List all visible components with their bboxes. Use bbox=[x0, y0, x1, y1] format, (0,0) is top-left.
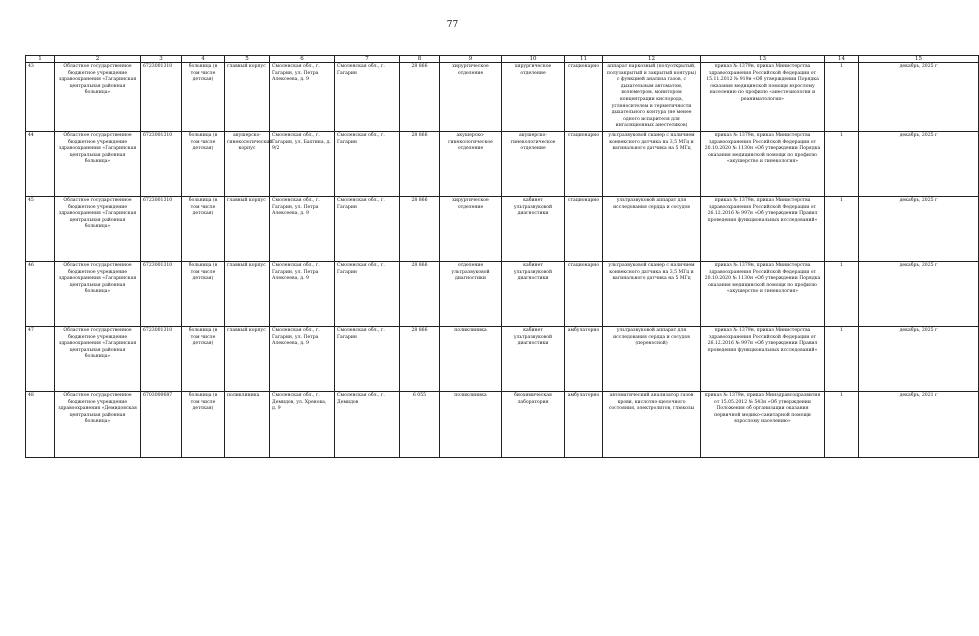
legal-basis-cell: приказ № 1379н, приказ Министерства здравоохранения Российской Федерации от 26.12.2016 № 997н «Об утверждении Правил проведения функциональных исследований» bbox=[701, 326, 825, 391]
unit-cell: биохимическая лаборатория bbox=[502, 391, 565, 457]
locality-cell: Смоленская обл., г. Гагарин bbox=[335, 196, 400, 261]
column-number-header: 6 bbox=[270, 56, 335, 63]
unit-cell: хирургическое отделение bbox=[502, 63, 565, 132]
quantity-cell: 1 bbox=[825, 63, 859, 132]
address-cell: Смоленская обл., г. Демидов, ул. Хренова, д. 9 bbox=[270, 391, 335, 457]
unit-cell: акушерско-гинекологическое отделение bbox=[502, 131, 565, 196]
column-number-header: 7 bbox=[335, 56, 400, 63]
care-mode-cell: амбулаторно bbox=[565, 326, 603, 391]
address-cell: Смоленская обл., г. Гагарин, ул. Петра Алексеева, д. 9 bbox=[270, 63, 335, 132]
legal-basis-cell: приказ № 1379н, приказ Министерства здравоохранения Российской Федерации от 20.10.2020 № 1130н «Об утверждении Порядка оказания медицинской помощи по профилю «акушерство и гинекология» bbox=[701, 131, 825, 196]
address-cell: Смоленская обл., г. Гагарин, ул. Бахтина, д. 9/2 bbox=[270, 131, 335, 196]
table-row bbox=[26, 131, 979, 196]
inn-cell: 6723001310 bbox=[141, 326, 182, 391]
department-cell: хирургическое отделение bbox=[440, 63, 502, 132]
row-number-cell: 46 bbox=[26, 261, 55, 326]
facility-type-cell: больница (в том числе детская) bbox=[182, 391, 225, 457]
column-number-header: 15 bbox=[859, 56, 979, 63]
facility-type-cell: больница (в том числе детская) bbox=[182, 131, 225, 196]
quantity-cell: 1 bbox=[825, 131, 859, 196]
inn-cell: 6723001310 bbox=[141, 196, 182, 261]
organization-cell: Областное государственное бюджетное учреждение здравоохранения «Гагаринская центральная районная больница» bbox=[55, 326, 141, 391]
column-number-header: 2 bbox=[55, 56, 141, 63]
deadline-cell: декабрь, 2025 г bbox=[859, 196, 979, 261]
row-number-cell: 44 bbox=[26, 131, 55, 196]
care-mode-cell: стационарно bbox=[565, 196, 603, 261]
deadline-cell: декабрь, 2021 г bbox=[859, 391, 979, 457]
equipment-cell: аппарат наркозный (полуоткрытый, полузакрытый и закрытый контуры) с функцией анализа газов, с дыхательным автоматом, волюметром, монитором концентрации кислорода, угленосителем и герметичности дыхательного контура (не менее одного испарителя для ингаляционных анестетиков) bbox=[603, 63, 701, 132]
code-cell: 6 055 bbox=[400, 391, 440, 457]
unit-cell: кабинет ультразвуковой диагностики bbox=[502, 196, 565, 261]
department-cell: акушерско-гинекологическое отделение bbox=[440, 131, 502, 196]
legal-basis-cell: приказ № 1379н, приказ Минздравсоцразвития от 15.05.2012 № 543н «Об утверждении Положения об организации оказания первичной медико-санитарной помощи взрослому населению» bbox=[701, 391, 825, 457]
column-number-header: 13 bbox=[701, 56, 825, 63]
building-cell: главный корпус bbox=[225, 196, 270, 261]
code-cell: 28 866 bbox=[400, 326, 440, 391]
legal-basis-cell: приказ № 1379н, приказ Министерства здравоохранения Российской Федерации от 20.10.2020 № 1130н «Об утверждении Порядка оказания медицинской помощи по профилю «акушерство и гинекология» bbox=[701, 261, 825, 326]
column-number-header: 5 bbox=[225, 56, 270, 63]
locality-cell: Смоленская обл., г. Демидов bbox=[335, 391, 400, 457]
organization-cell: Областное государственное бюджетное учреждение здравоохранения «Гагаринская центральная районная больница» bbox=[55, 63, 141, 132]
column-number-header: 10 bbox=[502, 56, 565, 63]
building-cell: акушерско-гинекологический корпус bbox=[225, 131, 270, 196]
row-number-cell: 43 bbox=[26, 63, 55, 132]
building-cell: главный корпус bbox=[225, 326, 270, 391]
organization-cell: Областное государственное бюджетное учреждение здравоохранения «Гагаринская центральная районная больница» bbox=[55, 131, 141, 196]
organization-cell: Областное государственное бюджетное учреждение здравоохранения «Гагаринская центральная районная больница» bbox=[55, 261, 141, 326]
quantity-cell: 1 bbox=[825, 196, 859, 261]
code-cell: 28 866 bbox=[400, 131, 440, 196]
department-cell: отделение ультразвуковой диагностики bbox=[440, 261, 502, 326]
facility-type-cell: больница (в том числе детская) bbox=[182, 196, 225, 261]
unit-cell: кабинет ультразвуковой диагностики bbox=[502, 261, 565, 326]
quantity-cell: 1 bbox=[825, 391, 859, 457]
equipment-register-table bbox=[25, 55, 979, 458]
row-number-cell: 47 bbox=[26, 326, 55, 391]
locality-cell: Смоленская обл., г. Гагарин bbox=[335, 63, 400, 132]
inn-cell: 6723001310 bbox=[141, 261, 182, 326]
care-mode-cell: стационарно bbox=[565, 261, 603, 326]
inn-cell: 6723001310 bbox=[141, 131, 182, 196]
table-header-row bbox=[26, 56, 979, 63]
table-row bbox=[26, 63, 979, 132]
page-number: 77 bbox=[446, 20, 459, 30]
address-cell: Смоленская обл., г. Гагарин, ул. Петра Алексеева, д. 9 bbox=[270, 196, 335, 261]
column-number-header: 14 bbox=[825, 56, 859, 63]
equipment-cell: ультразвуковой аппарат для исследования сердца и сосудов bbox=[603, 196, 701, 261]
department-cell: поликлиника bbox=[440, 391, 502, 457]
deadline-cell: декабрь, 2025 г bbox=[859, 63, 979, 132]
locality-cell: Смоленская обл., г. Гагарин bbox=[335, 131, 400, 196]
code-cell: 28 866 bbox=[400, 196, 440, 261]
column-number-header: 1 bbox=[26, 56, 55, 63]
code-cell: 28 866 bbox=[400, 63, 440, 132]
organization-cell: Областное государственное бюджетное учреждение здравоохранения «Гагаринская центральная районная больница» bbox=[55, 196, 141, 261]
locality-cell: Смоленская обл., г. Гагарин bbox=[335, 261, 400, 326]
department-cell: хирургическое отделение bbox=[440, 196, 502, 261]
column-number-header: 8 bbox=[400, 56, 440, 63]
legal-basis-cell: приказ № 1379н, приказ Министерства здравоохранения Российской Федерации от 26.12.2016 № 997н «Об утверждении Правил проведения функциональных исследований» bbox=[701, 196, 825, 261]
facility-type-cell: больница (в том числе детская) bbox=[182, 63, 225, 132]
care-mode-cell: амбулаторно bbox=[565, 391, 603, 457]
legal-basis-cell: приказ № 1379н, приказ Министерства здравоохранения Российской Федерации от 15.11.2012 № 919н «Об утверждении Порядка оказания медицинской помощи взрослому населению по профилю «анестезиология и реаниматология» bbox=[701, 63, 825, 132]
deadline-cell: декабрь, 2025 г bbox=[859, 326, 979, 391]
code-cell: 28 866 bbox=[400, 261, 440, 326]
table-row bbox=[26, 261, 979, 326]
row-number-cell: 48 bbox=[26, 391, 55, 457]
table-row bbox=[26, 196, 979, 261]
building-cell: главный корпус bbox=[225, 63, 270, 132]
deadline-cell: декабрь, 2025 г bbox=[859, 131, 979, 196]
address-cell: Смоленская обл., г. Гагарин, ул. Петра Алексеева, д. 9 bbox=[270, 261, 335, 326]
quantity-cell: 1 bbox=[825, 261, 859, 326]
row-number-cell: 45 bbox=[26, 196, 55, 261]
care-mode-cell: стационарно bbox=[565, 131, 603, 196]
building-cell: поликлиника bbox=[225, 391, 270, 457]
locality-cell: Смоленская обл., г. Гагарин bbox=[335, 326, 400, 391]
inn-cell: 6703000687 bbox=[141, 391, 182, 457]
deadline-cell: декабрь, 2025 г bbox=[859, 261, 979, 326]
care-mode-cell: стационарно bbox=[565, 63, 603, 132]
facility-type-cell: больница (в том числе детская) bbox=[182, 326, 225, 391]
column-number-header: 11 bbox=[565, 56, 603, 63]
address-cell: Смоленская обл., г. Гагарин, ул. Петра Алексеева, д. 9 bbox=[270, 326, 335, 391]
equipment-cell: ультразвуковой сканер с наличием конвексного датчика на 3,5 МГц и вагинального датчика на 5 МГц bbox=[603, 261, 701, 326]
column-number-header: 12 bbox=[603, 56, 701, 63]
unit-cell: кабинет ультразвуковой диагностики bbox=[502, 326, 565, 391]
department-cell: поликлиника bbox=[440, 326, 502, 391]
facility-type-cell: больница (в том числе детская) bbox=[182, 261, 225, 326]
table-row bbox=[26, 391, 979, 457]
table-row bbox=[26, 326, 979, 391]
column-number-header: 4 bbox=[182, 56, 225, 63]
quantity-cell: 1 bbox=[825, 326, 859, 391]
equipment-cell: ультразвуковой сканер с наличием конвексного датчика на 3,5 МГц и вагинального датчика на 5 МГц bbox=[603, 131, 701, 196]
equipment-cell: ультразвуковой аппарат для исследования сердца и сосудов (переносной) bbox=[603, 326, 701, 391]
equipment-cell: автоматический анализатор газов крови, кислотно-щелочного состояния, электролитов, глюкозы bbox=[603, 391, 701, 457]
column-number-header: 9 bbox=[440, 56, 502, 63]
organization-cell: Областное государственное бюджетное учреждение здравоохранения «Демидовская центральная районная больница» bbox=[55, 391, 141, 457]
building-cell: главный корпус bbox=[225, 261, 270, 326]
column-number-header: 3 bbox=[141, 56, 182, 63]
inn-cell: 6723001310 bbox=[141, 63, 182, 132]
